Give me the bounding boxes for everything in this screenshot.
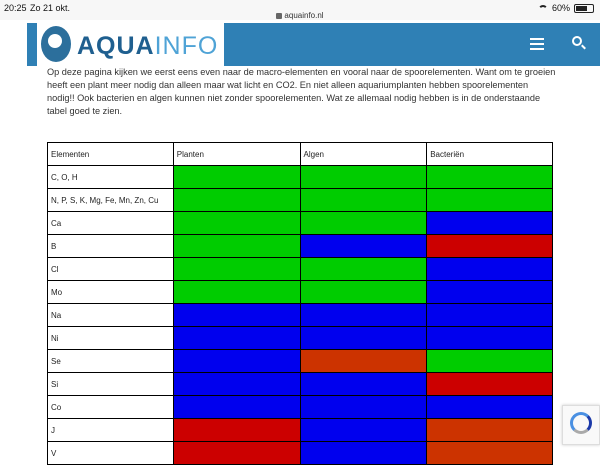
color-cell xyxy=(173,304,300,327)
status-time: 20:25 xyxy=(4,3,27,13)
element-cell: Mo xyxy=(48,281,174,304)
site-logo[interactable] xyxy=(37,23,224,66)
header-algen: Algen xyxy=(300,143,427,166)
color-cell xyxy=(173,212,300,235)
color-cell xyxy=(300,258,427,281)
element-cell: N, P, S, K, Mg, Fe, Mn, Zn, Cu xyxy=(48,189,174,212)
logo-aqua: AQUA xyxy=(77,32,155,60)
element-cell: Na xyxy=(48,304,174,327)
color-cell xyxy=(300,212,427,235)
color-cell xyxy=(300,373,427,396)
table-row xyxy=(48,235,553,258)
color-cell xyxy=(173,350,300,373)
color-cell xyxy=(173,419,300,442)
element-cell: Co xyxy=(48,396,174,419)
table-row xyxy=(48,281,553,304)
battery-percent: 60% xyxy=(551,3,570,13)
table-row xyxy=(48,396,553,419)
element-cell: J xyxy=(48,419,174,442)
color-cell xyxy=(427,419,553,442)
color-cell xyxy=(173,281,300,304)
color-cell xyxy=(300,419,427,442)
wifi-icon xyxy=(538,5,548,12)
color-cell xyxy=(300,281,427,304)
color-cell xyxy=(300,396,427,419)
table-row xyxy=(48,350,553,373)
color-cell xyxy=(173,189,300,212)
element-cell: Si xyxy=(48,373,174,396)
color-cell xyxy=(300,304,427,327)
lock-icon xyxy=(276,13,282,19)
color-cell xyxy=(300,327,427,350)
color-cell xyxy=(427,281,553,304)
color-cell xyxy=(427,350,553,373)
element-cell: Cl xyxy=(48,258,174,281)
search-icon[interactable] xyxy=(572,36,586,50)
header-planten: Planten xyxy=(173,143,300,166)
color-cell xyxy=(173,396,300,419)
recaptcha-icon xyxy=(570,412,592,434)
color-cell xyxy=(173,235,300,258)
table-header-row xyxy=(48,143,553,166)
table-row xyxy=(48,442,553,465)
site-header xyxy=(27,23,600,66)
color-cell xyxy=(427,442,553,465)
color-cell xyxy=(300,235,427,258)
element-cell: Ni xyxy=(48,327,174,350)
logo-fish-icon xyxy=(41,26,71,62)
status-bar xyxy=(0,0,600,20)
table-row xyxy=(48,258,553,281)
address-url: aquainfo.nl xyxy=(284,11,324,20)
color-cell xyxy=(427,373,553,396)
color-cell xyxy=(173,373,300,396)
table-row xyxy=(48,373,553,396)
address-bar[interactable] xyxy=(0,11,600,20)
color-cell xyxy=(427,235,553,258)
table-row xyxy=(48,166,553,189)
elements-table xyxy=(47,142,553,465)
menu-icon[interactable] xyxy=(530,38,544,50)
intro-paragraph: Op deze pagina kijken we eerst eens even naar de macro-elementen en vooral naar de spoorelementen. Want om te groeien heeft een plant meer nodig dan alleen maar wat licht en CO2. En niet alleen aquariumplanten hebben spoorelementen nodig!! Ook bacterien en algen kunnen niet zonder spoorelementen. Wat ze allemaal nodig hebben is in de onderstaande tabel goed te zien. xyxy=(47,67,556,116)
color-cell xyxy=(427,189,553,212)
color-cell xyxy=(173,327,300,350)
color-cell xyxy=(427,304,553,327)
element-cell: Se xyxy=(48,350,174,373)
color-cell xyxy=(427,258,553,281)
element-cell: V xyxy=(48,442,174,465)
table-row xyxy=(48,304,553,327)
color-cell xyxy=(427,396,553,419)
color-cell xyxy=(173,442,300,465)
element-cell: B xyxy=(48,235,174,258)
table-row xyxy=(48,327,553,350)
table-row xyxy=(48,189,553,212)
color-cell xyxy=(300,442,427,465)
color-cell xyxy=(427,166,553,189)
recaptcha-badge[interactable] xyxy=(562,405,600,445)
status-date: Zo 21 okt. xyxy=(30,3,71,13)
header-elementen: Elementen xyxy=(48,143,174,166)
battery-icon xyxy=(574,4,594,13)
element-cell: C, O, H xyxy=(48,166,174,189)
color-cell xyxy=(300,350,427,373)
header-bacterien: Bacteriën xyxy=(427,143,553,166)
color-cell xyxy=(173,166,300,189)
color-cell xyxy=(173,258,300,281)
color-cell xyxy=(300,189,427,212)
element-cell: Ca xyxy=(48,212,174,235)
color-cell xyxy=(300,166,427,189)
logo-text xyxy=(77,32,218,61)
table-row xyxy=(48,212,553,235)
logo-info: INFO xyxy=(154,32,219,60)
color-cell xyxy=(427,327,553,350)
color-cell xyxy=(427,212,553,235)
status-right xyxy=(538,3,594,13)
table-row xyxy=(48,419,553,442)
